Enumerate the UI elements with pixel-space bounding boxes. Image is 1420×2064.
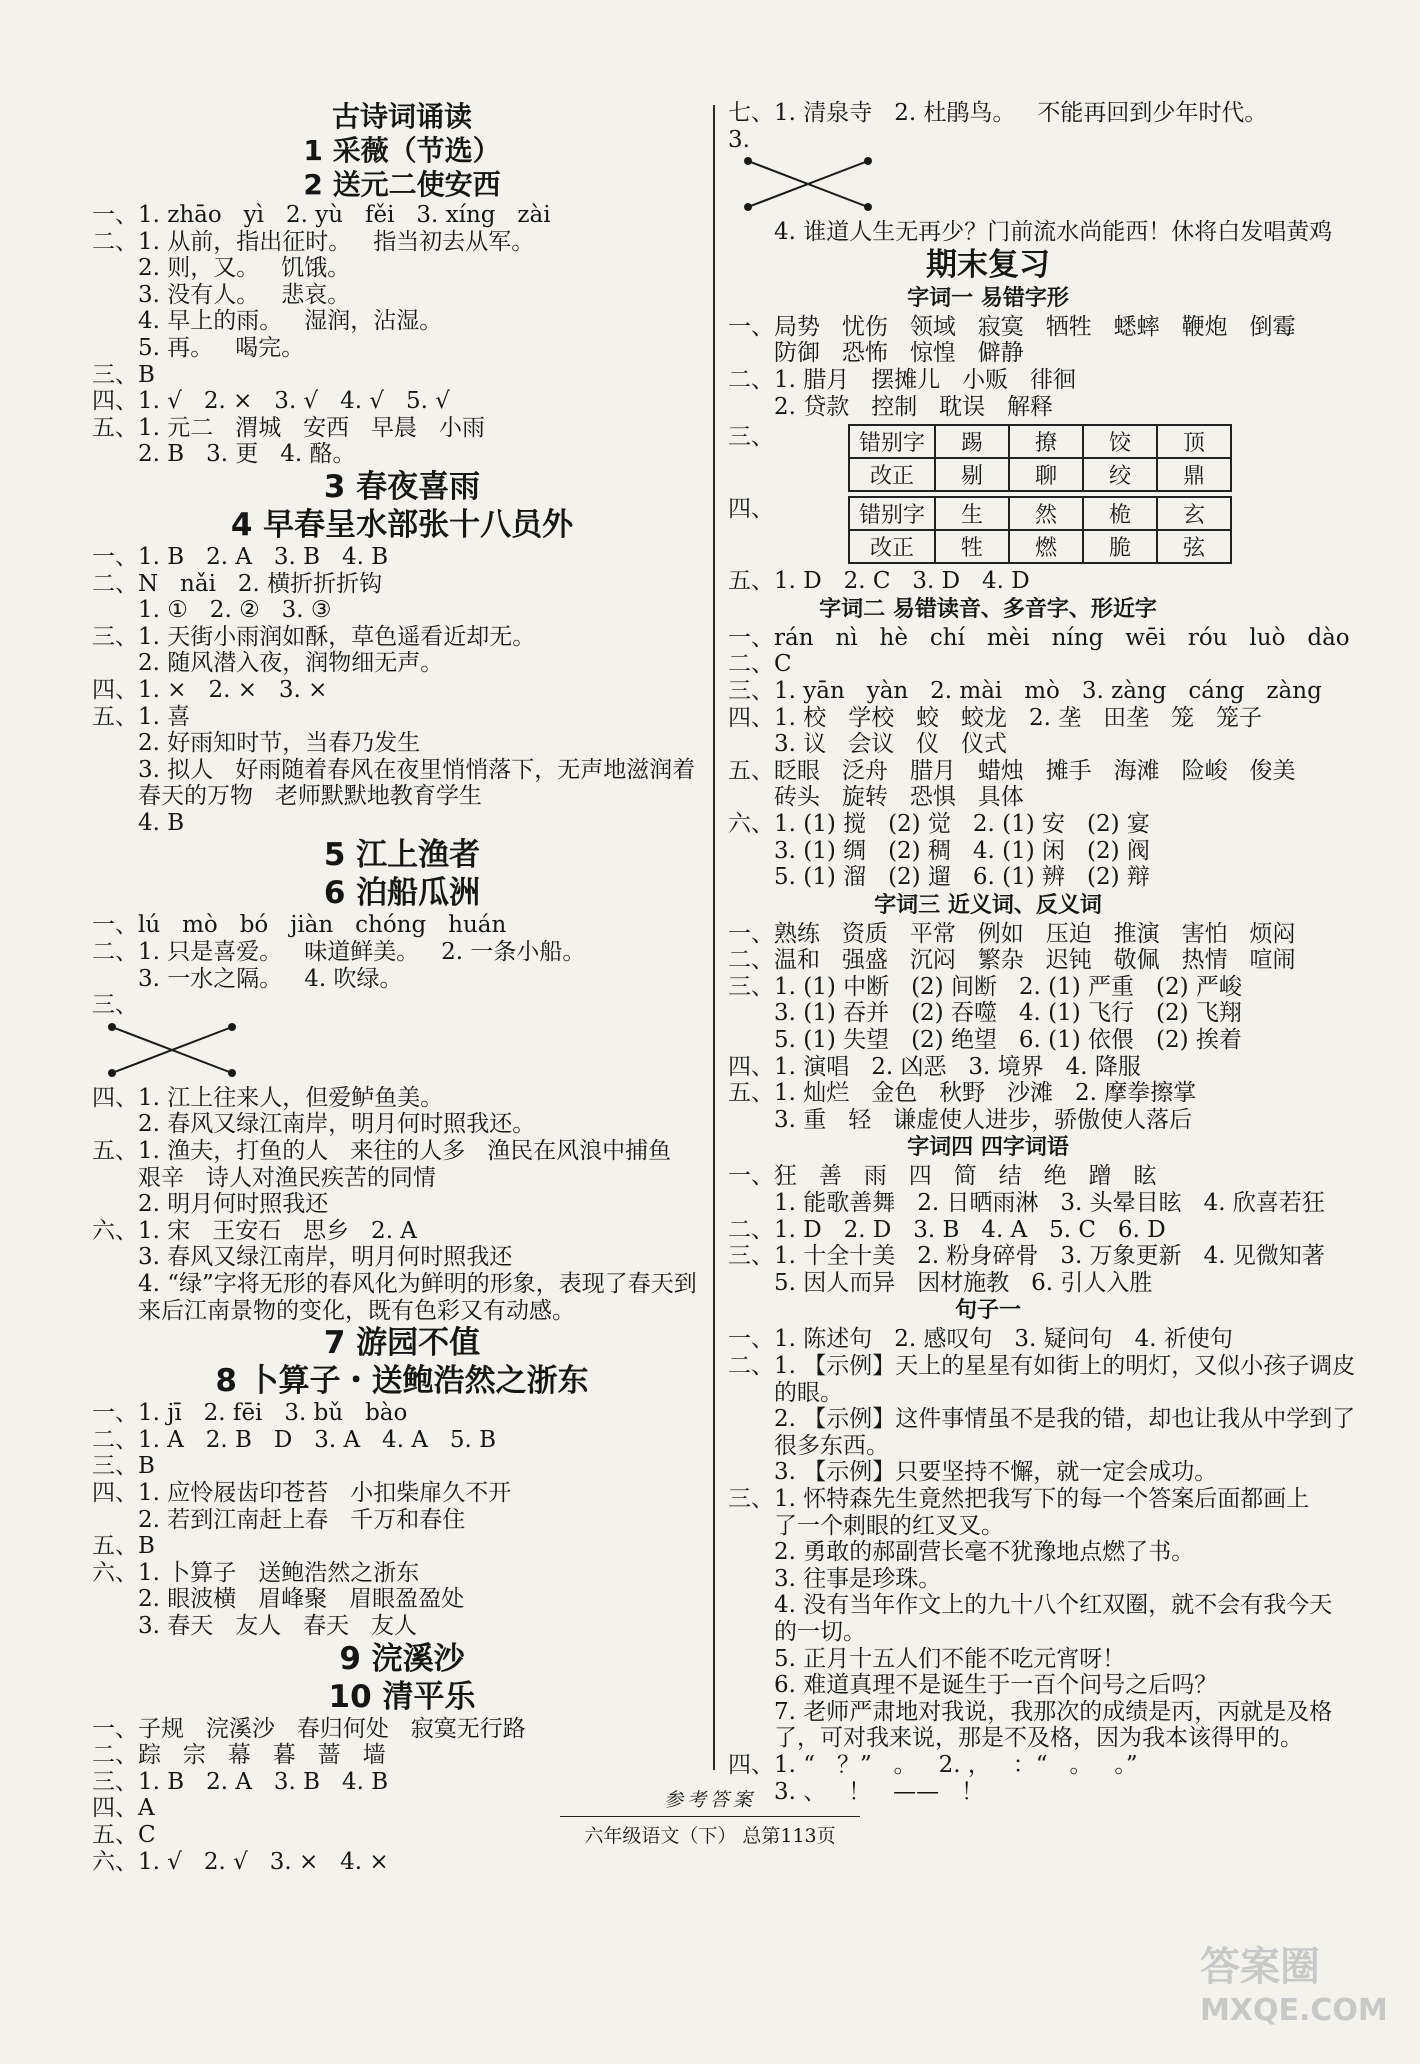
answer-line: 2. 则，又。 饥饿。	[138, 255, 351, 282]
answer-line: 四、1. 应怜屐齿印苍苔 小扣柴扉久不开	[92, 1479, 512, 1506]
answer-line: 2. 春风又绿江南岸，明月何时照我还。	[138, 1111, 536, 1138]
table-cell: 牲	[935, 530, 1009, 563]
answer-line: 了一个刺眼的红叉叉。	[774, 1512, 1004, 1539]
answer-table-block	[728, 424, 1248, 492]
table-cell: 脆	[1083, 530, 1157, 563]
footer-page-info: 六年级语文（下） 总第113页	[584, 1825, 836, 1847]
answer-line: 5. 正月十五人们不能不吃元宵呀！	[774, 1645, 1126, 1672]
table-cell: 桅	[1083, 497, 1157, 530]
match-dot	[108, 1023, 116, 1031]
lesson-title: 7 游园不值	[323, 1325, 481, 1362]
answer-line: 1. 能歌善舞 2. 日晒雨淋 3. 头晕目眩 4. 欣喜若狂	[774, 1190, 1325, 1217]
answer-line: 五、1. 喜	[92, 703, 191, 730]
answer-line: 一、rán nì hè chí mèi níng wēi róu luò dào	[728, 624, 1350, 651]
row-header-cell: 错别字	[849, 497, 935, 530]
answer-line: 的眼。	[774, 1379, 843, 1406]
answer-line: 来后江南景物的变化，既有色彩又有动感。	[138, 1297, 575, 1324]
answer-line: 四、1. “ ？” 。 2. ， ：“ 。 。”	[728, 1751, 1138, 1778]
answer-line: 四、1. 校 学校 蛟 蛟龙 2. 垄 田垄 笼 笼子	[728, 704, 1263, 731]
match-dot	[228, 1069, 236, 1077]
correction-table	[848, 424, 1232, 492]
answer-line: 四、A	[92, 1795, 155, 1822]
section-title: 1 采薇（节选）	[303, 134, 501, 167]
answer-line: 5. (1) 失望 (2) 绝望 6. (1) 依偎 (2) 挨着	[774, 1027, 1242, 1054]
answer-line: 六、1. 卜算子 送鲍浩然之浙东	[92, 1559, 420, 1586]
answer-line: 一、局势 忧伤 领域 寂寞 牺牲 蟋蟀 鞭炮 倒霉	[728, 313, 1296, 340]
answer-line: 艰辛 诗人对渔民疾苦的同情	[138, 1164, 436, 1191]
section-title: 古诗词诵读	[331, 100, 472, 133]
answer-line: 2. 明月何时照我还	[138, 1191, 329, 1218]
footer-rule	[560, 1816, 860, 1817]
question-number: 四、	[728, 496, 774, 523]
page-footer	[0, 1785, 1420, 1848]
answer-line: 一、1. B 2. A 3. B 4. B	[92, 543, 389, 570]
answer-line: 3. 拟人 好雨随着春风在夜里悄悄落下，无声地滋润着	[138, 756, 696, 783]
answer-line: 3. 往事是珍珠。	[774, 1565, 942, 1592]
table-row	[849, 425, 1231, 458]
answer-line: 二、踪 宗 幕 暮 蔷 墙	[92, 1742, 386, 1769]
match-dot	[108, 1069, 116, 1077]
answer-line: 1. ① 2. ② 3. ③	[138, 597, 332, 624]
lesson-title: 5 江上渔者	[323, 837, 481, 874]
table-cell: 饺	[1083, 425, 1157, 458]
answer-line: 3. (1) 吞并 (2) 吞噬 4. (1) 飞行 (2) 飞翔	[774, 1000, 1242, 1027]
table-cell: 鼎	[1157, 458, 1231, 491]
question-number: 三、	[728, 424, 774, 451]
table-row	[849, 458, 1231, 491]
watermark-url: MXQE.COM	[1200, 1993, 1388, 2028]
answer-line: 二、温和 强盛 沉闷 繁杂 迟钝 敬佩 热情 喧闹	[728, 947, 1296, 974]
answer-line: 7. 老师严肃地对我说，我那次的成绩是丙，丙就是及格	[774, 1698, 1333, 1725]
answer-line: 六、1. (1) 搅 (2) 觉 2. (1) 安 (2) 宴	[728, 810, 1150, 837]
answer-line: 二、1. 腊月 摆摊儿 小贩 徘徊	[728, 366, 1077, 393]
table-cell: 然	[1009, 497, 1083, 530]
answer-line: 三、1. 十全十美 2. 粉身碎骨 3. 万象更新 4. 见微知著	[728, 1243, 1325, 1270]
answer-line: 一、1. 陈述句 2. 感叹句 3. 疑问句 4. 祈使句	[728, 1326, 1233, 1353]
answer-line: 二、1. 只是喜爱。 味道鲜美。 2. 一条小船。	[92, 939, 586, 966]
answer-line: 二、N nǎi 2. 横折折折钩	[92, 570, 383, 597]
table-row	[849, 530, 1231, 563]
matching-answer	[728, 127, 1248, 220]
matching-lines	[102, 1019, 242, 1081]
answer-line: 2. B 3. 更 4. 酪。	[138, 441, 356, 468]
answer-line: 2. 贷款 控制 耽误 解释	[774, 393, 1054, 420]
answer-line: 五、B	[92, 1533, 155, 1560]
row-header-cell: 改正	[849, 530, 935, 563]
answer-line: 三、1. B 2. A 3. B 4. B	[92, 1768, 389, 1795]
watermark-text: 答案圈	[1200, 1944, 1320, 1990]
answer-line: 3. 【示例】只要坚持不懈，就一定会成功。	[774, 1459, 1218, 1486]
answer-line: 2. 勇敢的郝副营长毫不犹豫地点燃了书。	[774, 1539, 1195, 1566]
answer-line: 很多东西。	[774, 1432, 889, 1459]
table-cell: 弦	[1157, 530, 1231, 563]
row-header-cell: 错别字	[849, 425, 935, 458]
table-row	[849, 497, 1231, 530]
answer-line: 4. 早上的雨。 湿润，沾湿。	[138, 308, 443, 335]
correction-table	[848, 496, 1232, 564]
answer-line: 5. 因人而异 因材施教 6. 引人入胜	[774, 1269, 1153, 1296]
answer-line: 3. 议 会议 仪 仪式	[774, 731, 1008, 758]
answer-line: 五、C	[92, 1821, 156, 1848]
answer-line: 三、1. (1) 中断 (2) 间断 2. (1) 严重 (2) 严峻	[728, 973, 1242, 1000]
answer-line: 3. 春天 友人 春天 友人	[138, 1612, 418, 1639]
table-cell: 玄	[1157, 497, 1231, 530]
subsection-title: 字词三 近义词、反义词	[874, 892, 1102, 918]
answer-line: 3. (1) 绸 (2) 稠 4. (1) 闲 (2) 阀	[774, 837, 1150, 864]
matching-lines	[738, 153, 878, 215]
answer-line: 4. “绿”字将无形的春风化为鲜明的形象，表现了春天到	[138, 1271, 697, 1297]
answer-line: 5. (1) 溜 (2) 遛 6. (1) 辨 (2) 辩	[774, 864, 1150, 891]
answer-line: 2. 若到江南赶上春 千万和春住	[138, 1506, 466, 1533]
answer-line: 砖头 旋转 恐惧 具体	[774, 784, 1024, 811]
lesson-title: 3 春夜喜雨	[323, 468, 481, 505]
table-cell: 剔	[935, 458, 1009, 491]
answer-line: 4. 谁道人生无再少？门前流水尚能西！休将白发唱黄鸡	[774, 219, 1333, 246]
lesson-title: 10 清平乐	[328, 1678, 476, 1715]
table-cell: 顶	[1157, 425, 1231, 458]
answer-line: 2. 眼波横 眉峰聚 眉眼盈盈处	[138, 1586, 465, 1613]
lesson-title: 4 早春呈水部张十八员外	[230, 506, 574, 543]
match-dot	[864, 203, 872, 211]
answer-line: 二、C	[728, 651, 792, 678]
answer-line: 3. 重 轻 谦虚使人进步，骄傲使人落后	[774, 1106, 1193, 1133]
question-number: 三、	[92, 992, 138, 1019]
subsection-title: 字词二 易错读音、多音字、形近字	[819, 596, 1157, 622]
match-dot	[864, 157, 872, 165]
answer-line: 一、1. jī 2. fēi 3. bǔ bào	[92, 1400, 408, 1427]
table-cell: 撩	[1009, 425, 1083, 458]
answer-line: 四、1. 江上往来人，但爱鲈鱼美。	[92, 1084, 444, 1111]
answer-line: 5. 再。 喝完。	[138, 334, 305, 361]
answer-line: 七、1. 清泉寺 2. 杜鹃鸟。 不能再回到少年时代。	[728, 100, 1268, 126]
answer-line: 一、1. zhāo yì 2. yù fěi 3. xíng zài	[92, 202, 551, 228]
footer-label: 参考答案	[663, 1789, 756, 1811]
answer-line: 五、1. 灿烂 金色 秋野 沙滩 2. 摩拳擦掌	[728, 1080, 1197, 1107]
match-dot	[744, 157, 752, 165]
right-column	[728, 100, 1356, 1805]
answer-line: 防御 恐怖 惊惶 僻静	[774, 340, 1024, 367]
lesson-title: 9 浣溪沙	[339, 1640, 465, 1677]
answer-line: 三、B	[92, 1453, 155, 1480]
column-divider	[713, 105, 715, 1770]
answer-line: 五、1. 元二 渭城 安西 早晨 小雨	[92, 414, 485, 441]
subsection-title: 字词四 四字词语	[907, 1135, 1069, 1161]
question-number: 3.	[728, 126, 750, 153]
answer-line: 四、1. × 2. × 3. ×	[92, 676, 328, 703]
answer-line: 二、1. D 2. D 3. B 4. A 5. C 6. D	[728, 1216, 1166, 1243]
answer-line: 一、狂 善 雨 四 简 结 绝 蹭 眩	[728, 1163, 1157, 1190]
answer-line: 五、1. 渔夫，打鱼的人 来往的人多 渔民在风浪中捕鱼	[92, 1138, 672, 1165]
answer-line: 三、1. yān yàn 2. mài mò 3. zàng cáng zàng	[728, 677, 1322, 704]
answer-line: 6. 难道真理不是诞生于一百个问号之后吗？	[774, 1672, 1218, 1699]
answer-line: 一、熟练 资质 平常 例如 压迫 推演 害怕 烦闷	[728, 920, 1296, 947]
answer-line: 的一切。	[774, 1618, 866, 1645]
answer-line: 春天的万物 老师默默地教育学生	[138, 783, 482, 810]
answer-line: 二、1. A 2. B D 3. A 4. A 5. B	[92, 1426, 497, 1453]
answer-line: 五、眨眼 泛舟 腊月 蜡烛 摊手 海滩 险峻 俊美	[728, 757, 1296, 784]
subsection-title: 句子一	[954, 1298, 1021, 1324]
answer-line: 2. 好雨知时节，当春乃发生	[138, 730, 421, 757]
match-dot	[228, 1023, 236, 1031]
table-cell: 绞	[1083, 458, 1157, 491]
answer-line: 六、1. √ 2. √ 3. × 4. ×	[92, 1848, 389, 1875]
subsection-title: 字词一 易错字形	[907, 285, 1069, 311]
answer-line: 六、1. 宋 王安石 思乡 2. A	[92, 1217, 417, 1244]
answer-line: 一、子规 浣溪沙 春归何处 寂寞无行路	[92, 1715, 526, 1742]
answer-line: 3. 一水之隔。 4. 吹绿。	[138, 965, 403, 992]
row-header-cell: 改正	[849, 458, 935, 491]
lesson-title: 8 卜算子・送鲍浩然之浙东	[215, 1363, 589, 1400]
left-column	[92, 100, 712, 1875]
answer-line: 4. 没有当年作文上的九十八个红双圈，就不会有我今天	[774, 1592, 1333, 1619]
table-cell: 聊	[1009, 458, 1083, 491]
answer-line: 三、1. 天街小雨润如酥，草色遥看近却无。	[92, 623, 536, 650]
lesson-title: 期末复习	[926, 246, 1050, 283]
lesson-title: 6 泊船瓜洲	[323, 875, 481, 912]
answer-line: 了，可对我来说，那是不及格，因为我本该得甲的。	[774, 1725, 1303, 1752]
answer-line: 3. 、 ！ —— ！	[774, 1778, 985, 1805]
section-title: 2 送元二使安西	[303, 168, 501, 201]
table-cell: 燃	[1009, 530, 1083, 563]
answer-line: 二、1. 从前，指出征时。 指当初去从军。	[92, 228, 535, 255]
answer-line: 四、1. 演唱 2. 凶恶 3. 境界 4. 降服	[728, 1053, 1141, 1080]
answer-line: 二、1. 【示例】天上的星星有如街上的明灯，又似小孩子调皮	[728, 1353, 1356, 1379]
answer-line: 五、1. D 2. C 3. D 4. D	[728, 568, 1030, 595]
table-cell: 踢	[935, 425, 1009, 458]
table-cell: 生	[935, 497, 1009, 530]
match-dot	[744, 203, 752, 211]
answer-line: 三、B	[92, 361, 155, 388]
answer-line: 一、lú mò bó jiàn chóng huán	[92, 912, 507, 939]
watermark-logo	[1200, 1935, 1405, 2053]
answer-line: 2. 随风潜入夜，润物细无声。	[138, 650, 444, 677]
answer-line: 三、1. 怀特森先生竟然把我写下的每一个答案后面都画上	[728, 1485, 1310, 1512]
answer-line: 四、1. √ 2. × 3. √ 4. √ 5. √	[92, 388, 450, 415]
answer-line: 3. 没有人。 悲哀。	[138, 281, 351, 308]
answer-table-block	[728, 496, 1248, 564]
answer-line: 2. 【示例】这件事情虽不是我的错，却也让我从中学到了	[774, 1406, 1356, 1433]
answer-line: 3. 春风又绿江南岸，明月何时照我还	[138, 1244, 513, 1271]
answer-line: 4. B	[138, 809, 185, 836]
matching-answer	[92, 992, 712, 1085]
